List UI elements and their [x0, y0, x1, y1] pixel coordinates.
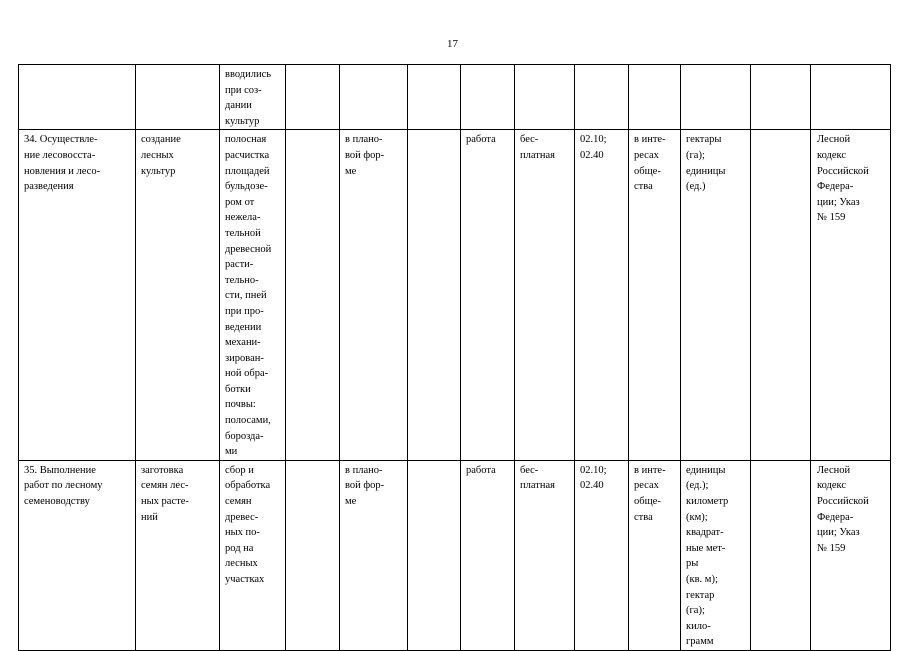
table-cell: вводились при соз- дании культур — [220, 65, 286, 130]
table-cell — [751, 130, 811, 460]
table-cell — [286, 460, 340, 650]
table-cell: работа — [461, 460, 515, 650]
table-cell: единицы (ед.); километр (км); квадрат- ные мет- ры (кв. м); гектар (га); кило- грамм — [681, 460, 751, 650]
page-number: 17 — [447, 38, 458, 50]
table-cell: работа — [461, 130, 515, 460]
table-cell: Лесной кодекс Российской Федера- ции; Указ № 159 — [811, 130, 891, 460]
table-cell — [461, 65, 515, 130]
table-cell: сбор и обработка семян древес- ных по- род на лесных участках — [220, 460, 286, 650]
table-cell: 02.10; 02.40 — [575, 130, 629, 460]
table-row — [19, 130, 891, 460]
service-name-cell: 35. Выполнение работ по лесному семеноводству — [19, 460, 136, 650]
table-cell — [136, 65, 220, 130]
table-cell: в плано- вой фор- ме — [340, 460, 408, 650]
table-cell: в инте- ресах обще- ства — [629, 130, 681, 460]
table-cell — [681, 65, 751, 130]
table-cell: заготовка семян лес- ных расте- ний — [136, 460, 220, 650]
table-cell — [408, 460, 461, 650]
table-cell: 02.10; 02.40 — [575, 460, 629, 650]
table-cell — [751, 460, 811, 650]
table-cell — [515, 65, 575, 130]
table-cell — [340, 65, 408, 130]
table-cell: Лесной кодекс Российской Федера- ции; Указ № 159 — [811, 460, 891, 650]
table-cell: в плано- вой фор- ме — [340, 130, 408, 460]
service-name-cell: 34. Осуществле- ние лесовосста- новления и лесо- разведения — [19, 130, 136, 460]
table-cell — [408, 65, 461, 130]
table-cell — [575, 65, 629, 130]
table-cell: создание лесных культур — [136, 130, 220, 460]
table-cell: бес- платная — [515, 460, 575, 650]
table-row — [19, 460, 891, 650]
services-table — [18, 64, 891, 651]
table-cell — [811, 65, 891, 130]
table-cell — [286, 65, 340, 130]
table-cell: бес- платная — [515, 130, 575, 460]
table-cell — [751, 65, 811, 130]
table-cell: полосная расчистка площадей бульдозе- ром от нежела- тельной древесной расти- тельно- сти, пней при про- ведении механи- зирован- ной обра- ботки почвы: полосами, борозда- ми — [220, 130, 286, 460]
table-row — [19, 65, 891, 130]
table-cell: гектары (га); единицы (ед.) — [681, 130, 751, 460]
table-cell: в инте- ресах обще- ства — [629, 460, 681, 650]
table-cell — [286, 130, 340, 460]
table-cell — [19, 65, 136, 130]
table-cell — [408, 130, 461, 460]
table-cell — [629, 65, 681, 130]
